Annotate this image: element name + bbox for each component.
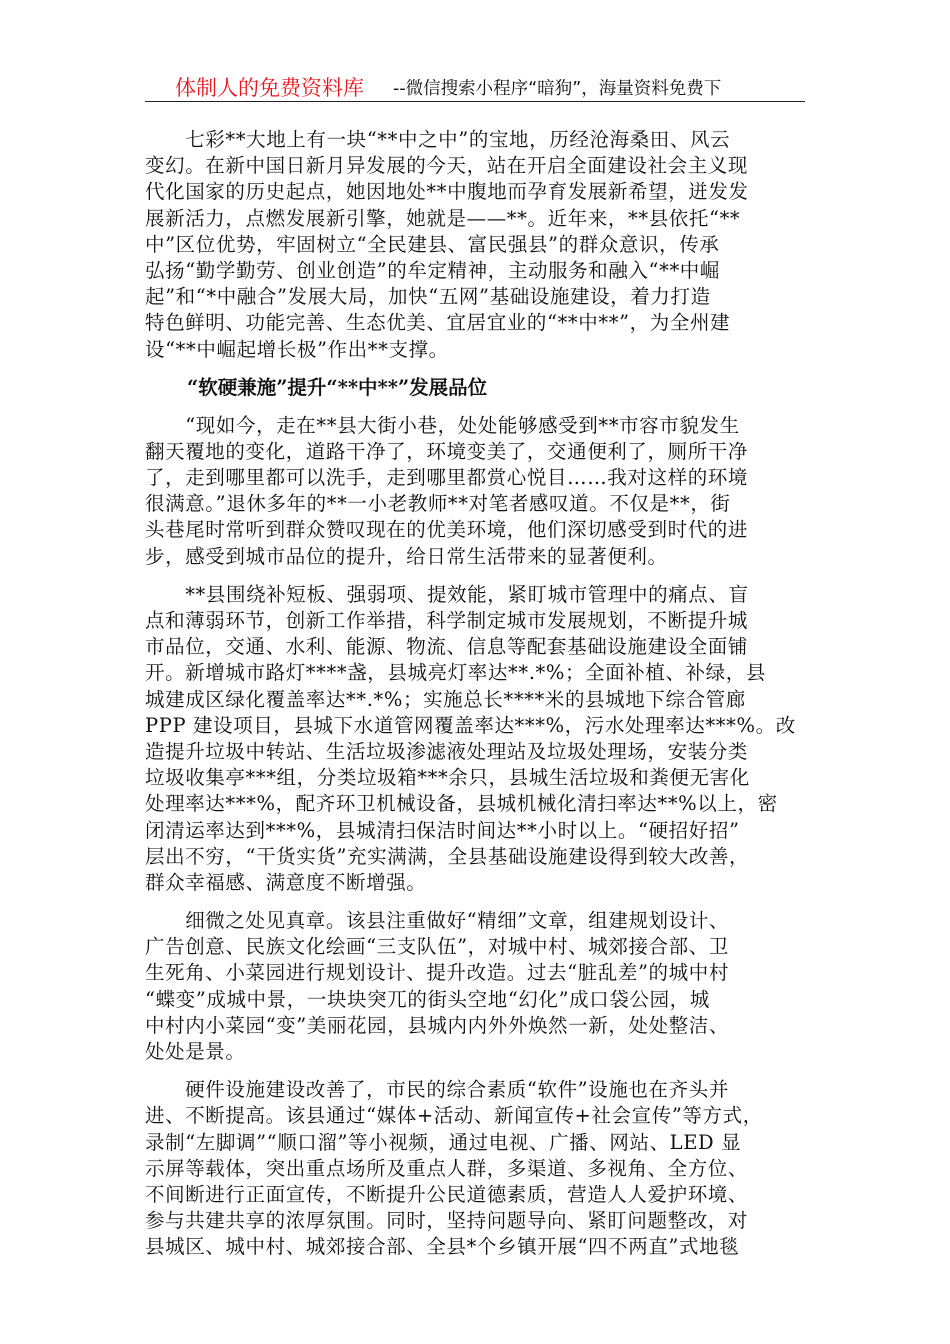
paragraph-line: 垃圾收集亭***组，分类垃圾箱***余只，县城生活垃圾和粪便无害化 xyxy=(145,766,750,790)
paragraph-line: “现如今，走在**县大街小巷，处处能够感受到**市容市貌发生 xyxy=(145,413,740,437)
paragraph-line: 县城区、城中村、城郊接合部、全县*个乡镇开展“四不两直”式地毯 xyxy=(145,1235,740,1259)
paragraph-line: 弘扬“勤学勤劳、创业创造”的牟定精神，主动服务和融入“**中崛 xyxy=(145,258,721,282)
header-brand: 体制人的免费资料库 xyxy=(175,76,364,100)
page-header xyxy=(145,70,805,102)
paragraph-line: 翻天覆地的变化，道路干净了，环境变美了，交通便利了，厕所干净 xyxy=(145,439,749,463)
paragraph-line: 广告创意、民族文化绘画“三支队伍”，对城中村、城郊接合部、卫 xyxy=(145,935,729,959)
paragraph-line: 群众幸福感、满意度不断增强。 xyxy=(145,870,427,894)
paragraph xyxy=(145,413,810,570)
paragraph-line: 录制“左脚调”“顺口溜”等小视频，通过电视、广播、网站、LED 显 xyxy=(145,1130,742,1154)
paragraph-line: 展新活力，点燃发展新引擎，她就是——**。近年来，**县依托“** xyxy=(145,206,741,230)
paragraph-line: 进、不断提高。该县通过“媒体+活动、新闻宣传+社会宣传”等方式， xyxy=(145,1104,763,1128)
paragraph-line: 点和薄弱环节，创新工作举措，科学制定城市发展规划，不断提升城 xyxy=(145,609,749,632)
paragraph-line: 造提升垃圾中转站、生活垃圾渗滤液处理站及垃圾处理场，安装分类 xyxy=(145,739,749,763)
section-heading: “软硬兼施”提升“**中**”发展品位 xyxy=(187,375,488,399)
paragraph-line: 很满意。”退休多年的**一小老教师**对笔者感叹道。不仅是**，街 xyxy=(145,492,731,516)
paragraph-line: 硬件设施建设改善了，市民的综合素质“软件”设施也在齐头并 xyxy=(145,1078,729,1102)
paragraph xyxy=(145,908,810,1065)
paragraph-line: 特色鲜明、功能完善、生态优美、宜居宜业的“**中**”，为全州建 xyxy=(145,311,731,335)
document-body xyxy=(145,127,810,1273)
paragraph-line: 城建成区绿化覆盖率达**.*%；实施总长****米的县城地下综合管廊 xyxy=(145,687,746,711)
paragraph xyxy=(145,127,810,363)
header-tagline: --微信搜索小程序“暗狗”，海量资料免费下 xyxy=(393,79,722,99)
paragraph-line: 开。新增城市路灯****盏，县城亮灯率达**.*%；全面补植、补绿，县 xyxy=(145,661,766,685)
paragraph-line: PPP 建设项目，县城下水道管网覆盖率达***%，污水处理率达***%。改 xyxy=(145,713,796,737)
paragraph-line: 七彩**大地上有一块“**中之中”的宝地，历经沧海桑田、风云 xyxy=(145,128,731,151)
paragraph-line: 生死角、小菜园进行规划设计、提升改造。过去“脏乱差”的城中村 xyxy=(145,961,729,985)
paragraph-line: 头巷尾时常听到群众赞叹现在的优美环境，他们深切感受到时代的进 xyxy=(145,518,749,542)
paragraph-line: 闭清运率达到***%，县城清扫保洁时间达**小时以上。“硬招好招” xyxy=(145,818,740,842)
paragraph-line: 参与共建共享的浓厚氛围。同时，坚持问题导向、紧盯问题整改，对 xyxy=(145,1209,749,1233)
paragraph-line: 中村内小菜园“变”美丽花园，县城内内外外焕然一新，处处整洁、 xyxy=(145,1013,729,1037)
paragraph-line: 处处是景。 xyxy=(145,1040,246,1063)
paragraph-line: 处理率达***%，配齐环卫机械设备，县城机械化清扫率达**%以上，密 xyxy=(145,792,778,816)
paragraph-line: 了，走到哪里都可以洗手，走到哪里都赏心悦目……我对这样的环境 xyxy=(145,466,749,490)
paragraph-line: 层出不穷，“干货实货”充实满满，全县基础设施建设得到较大改善， xyxy=(145,844,750,868)
paragraph-line: 步，感受到城市品位的提升，给日常生活带来的显著便利。 xyxy=(145,544,668,568)
paragraph-line: 代化国家的历史起点，她因地处**中腹地而孕育发展新希望，迸发发 xyxy=(145,180,749,204)
paragraph-line: 细微之处见真章。该县注重做好“精细”文章，组建规划设计、 xyxy=(145,909,729,933)
paragraph-line: 变幻。在新中国日新月异发展的今天，站在开启全面建设社会主义现 xyxy=(145,154,749,178)
paragraph xyxy=(145,1077,810,1260)
paragraph-line: 中”区位优势，牢固树立“全民建县、富民强县”的群众意识，传承 xyxy=(145,232,720,256)
paragraph-line: 市品位，交通、水利、能源、物流、信息等配套基础设施建设全面铺 xyxy=(145,635,749,659)
paragraph-line: 不间断进行正面宣传，不断提升公民道德素质，营造人人爱护环境、 xyxy=(145,1182,749,1206)
paragraph xyxy=(145,582,810,896)
paragraph-line: “蝶变”成城中景，一块块突兀的街头空地“幻化”成口袋公园，城 xyxy=(145,987,710,1011)
paragraph-line: **县围绕补短板、强弱项、提效能，紧盯城市管理中的痛点、盲 xyxy=(145,582,749,606)
paragraph-line: 起”和“*中融合”发展大局，加快“五网”基础设施建设，着力打造 xyxy=(145,285,711,309)
paragraph-line: 示屏等载体，突出重点场所及重点人群，多渠道、多视角、全方位、 xyxy=(145,1156,749,1180)
paragraph-line: 设“**中崛起增长极”作出**支撑。 xyxy=(145,337,449,361)
